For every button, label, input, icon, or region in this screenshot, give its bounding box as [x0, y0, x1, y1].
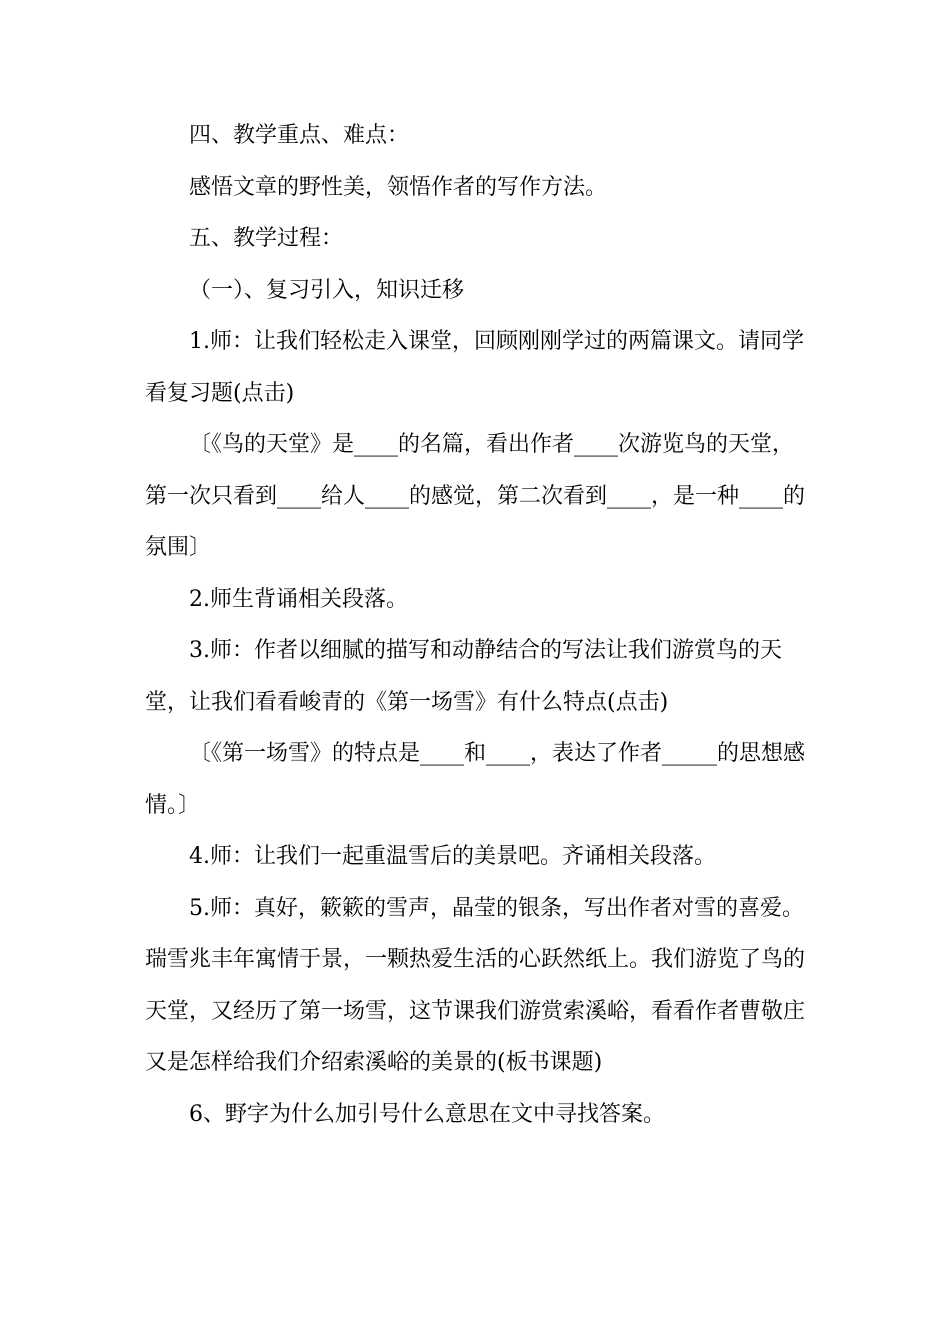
paragraph-review-question-2: 〔《第一场雪》的特点是____和____，表达了作者_____的思想感情。〕: [145, 741, 806, 818]
paragraph-step-6: 6、野字为什么加引号什么意思在文中寻找答案。: [189, 1101, 665, 1127]
subsection-heading-review: （一）、复习引入，知识迁移: [189, 277, 465, 303]
paragraph-step-1: 1.师：让我们轻松走入课堂，回顾刚刚学过的两篇课文。请同学看复习题(点击): [145, 329, 804, 406]
document-body: [145, 110, 805, 1140]
paragraph-step-2: 2.师生背诵相关段落。: [189, 586, 408, 612]
paragraph-step-3: 3.师：作者以细腻的描写和动静结合的写法让我们游赏鸟的天堂，让我们看看峻青的《第一场雪》有什么特点(点击): [145, 638, 782, 715]
paragraph-review-question-1: 〔《鸟的天堂》是____的名篇，看出作者____次游览鸟的天堂，第一次只看到____给人____的感觉，第二次看到____，是一种____的氛围〕: [145, 432, 806, 560]
paragraph-step-4: 4.师：让我们一起重温雪后的美景吧。齐诵相关段落。: [189, 844, 716, 869]
paragraph-key-points: 感悟文章的野性美，领悟作者的写作方法。: [189, 174, 608, 200]
section-heading-key-points: 四、教学重点、难点：: [189, 123, 410, 148]
paragraph-step-5: 5.师：真好，簌簌的雪声，晶莹的银条，写出作者对雪的喜爱。瑞雪兆丰年寓情于景，一颗热爱生活的心跃然纸上。我们游览了鸟的天堂，又经历了第一场雪，这节课我们游赏索溪峪，看看作者曹敬庄又是怎样给我们介绍索溪峪的美景的(板书课题): [145, 895, 806, 1075]
section-heading-process: 五、教学过程：: [189, 226, 344, 251]
